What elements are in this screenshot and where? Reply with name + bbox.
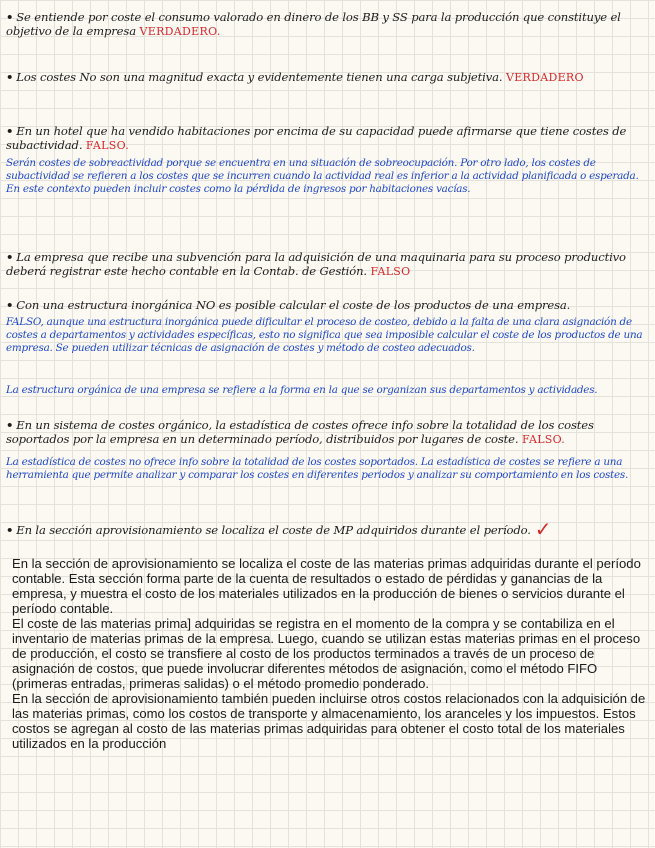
note-6-text: En un sistema de costes orgánico, la estadística de costes ofrece info sobre la totalidad de los costes soportados por la empresa en un determinado período, distribuidos por lugares de coste. bbox=[6, 418, 594, 446]
typed-paragraph-3: En la sección de aprovisionamiento también pueden incluirse otros costos relacionados con la adquisición de las materias primas, como los costos de transporte y almacenamiento, los aranceles y los impuestos. Estos costos se agregan al costo de las materias primas adquiridas para obtener el costo total de los materiales utilizados en la producción bbox=[12, 691, 646, 751]
typed-paragraph-1: En la sección de aprovisionamiento se localiza el coste de las materias primas adquiridas durante el período contable. Esta sección forma parte de la cuenta de resultados o estado de pérdidas y ganancias de la empresa, y muestra el costo de los materiales utilizados en la producción de bienes o servicios durante el período contable. bbox=[12, 556, 641, 616]
note-3 bbox=[6, 124, 646, 153]
bullet-icon: • bbox=[6, 70, 14, 84]
note-1-text: Se entiende por coste el consumo valorado en dinero de los BB y SS para la producción que constituye el objetivo de la empresa bbox=[6, 10, 621, 38]
note-5-explanation-2: La estructura orgánica de una empresa se refiere a la forma en la que se organizan sus departamentos y actividades. bbox=[6, 384, 598, 396]
note-2 bbox=[6, 70, 646, 85]
note-4 bbox=[6, 250, 646, 279]
note-3-explanation: Serán costes de sobreactividad porque se encuentra en una situación de sobreocupación. Por otro lado, los costes de subactividad se refieren a los costes que se incurren cuando la actividad real es inferior a la actividad planificada o esperada. En este contexto pueden incluir costes como la pérdida de ingresos por habitaciones vacías. bbox=[6, 157, 639, 196]
typed-explanation bbox=[12, 556, 647, 751]
note-3-verdict: FALSO. bbox=[85, 139, 130, 152]
note-4-verdict: FALSO bbox=[370, 265, 411, 278]
bullet-icon: • bbox=[6, 523, 14, 537]
bullet-icon: • bbox=[6, 124, 14, 138]
note-4-text: La empresa que recibe una subvención para la adquisición de una maquinaria para su proceso productivo deberá registrar este hecho contable en la Contab. de Gestión. bbox=[6, 250, 626, 278]
checkmark-icon: ✓ bbox=[534, 517, 552, 541]
bullet-icon: • bbox=[6, 418, 14, 432]
note-7-text: En la sección aprovisionamiento se localiza el coste de MP adquiridos durante el período. bbox=[16, 523, 531, 537]
note-3-text: En un hotel que ha vendido habitaciones por encima de su capacidad puede afirmarse que tiene costes de subactividad. bbox=[6, 124, 627, 152]
note-5-text: Con una estructura inorgánica NO es posible calcular el coste de los productos de una empresa. bbox=[16, 298, 571, 312]
note-1-verdict: VERDADERO. bbox=[139, 25, 221, 38]
note-2-text: Los costes No son una magnitud exacta y evidentemente tienen una carga subjetiva. bbox=[16, 70, 503, 84]
bullet-icon: • bbox=[6, 10, 14, 24]
note-6-explanation: La estadística de costes no ofrece info sobre la totalidad de los costes soportados. La estadística de costes se refiere a una herramienta que permite analizar y comparar los costes en diferentes periodos y analizar su comportamiento en los costes. bbox=[6, 456, 628, 482]
note-7 bbox=[6, 517, 646, 541]
note-5-explanation: FALSO, aunque una estructura inorgánica puede dificultar el proceso de costeo, debido a la falta de una clara asignación de costes a departamentos y actividades específicas, esto no significa que sea imposible calcular el coste de los productos de una empresa. Se pueden utilizar técnicas de asignación de costes y método de costeo adecuados. bbox=[6, 316, 643, 355]
note-5 bbox=[6, 298, 646, 312]
bullet-icon: • bbox=[6, 298, 14, 312]
bullet-icon: • bbox=[6, 250, 14, 264]
note-6-verdict: FALSO. bbox=[521, 433, 566, 446]
note-1 bbox=[6, 10, 646, 39]
typed-paragraph-2: El coste de las materias prima] adquiridas se registra en el momento de la compra y se contabiliza en el inventario de materias primas de la empresa. Luego, cuando se utilizan estas materias primas en el proceso de producción, el costo se transfiere al costo de los productos terminados a través de un proceso de asignación de costos, que puede involucrar diferentes métodos de asignación, como el método FIFO (primeras entradas, primeras salidas) o el método promedio ponderado. bbox=[12, 616, 641, 691]
note-2-verdict: VERDADERO bbox=[505, 71, 584, 84]
note-6 bbox=[6, 418, 646, 447]
